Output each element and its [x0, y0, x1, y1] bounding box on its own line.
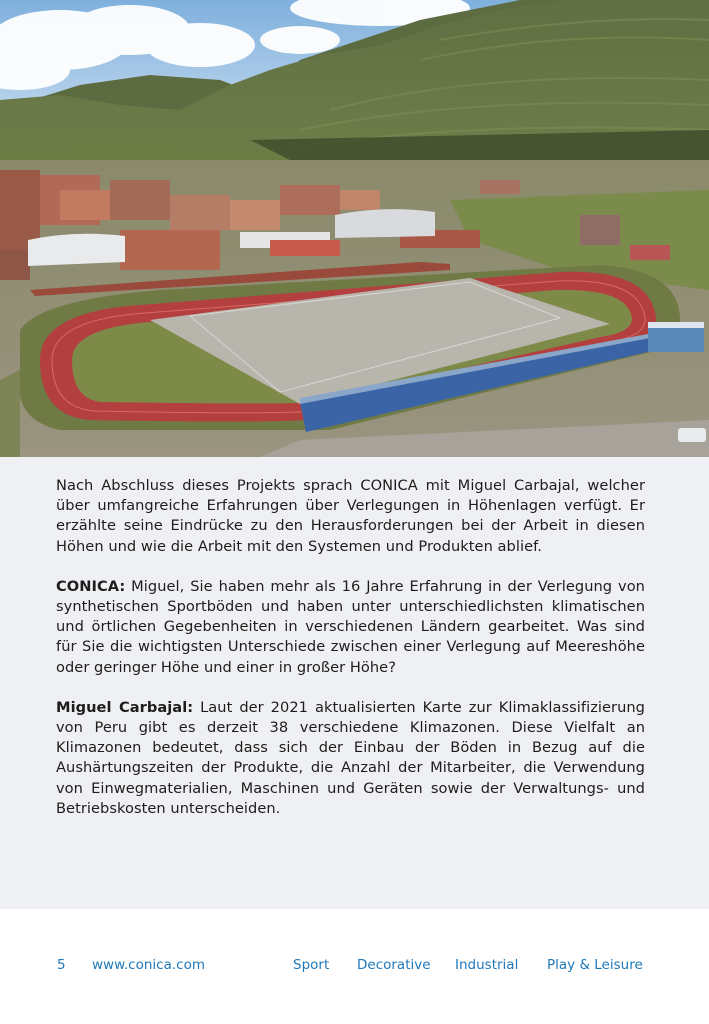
question-paragraph [56, 577, 645, 678]
answer-paragraph [56, 698, 645, 819]
stand-building-roof [648, 322, 704, 328]
page-number: 5 [57, 957, 66, 973]
article-body [56, 476, 645, 839]
answer-text: Laut der 2021 aktualisierten Karte zur Klimaklassifizierung von Peru gibt es derzeit 38 verschiedene Klimazonen. Diese Vielfalt an Klimazonen bedeutet, dass sich der Einbau der Böden in Bezug auf die Aushärtungszeiten der Produkte, die Anzahl der Mitarbeiter, die Verwendung von Einwegmaterialien, Maschinen und Geräten sowie der Verwaltungs- und Betriebskosten unterscheiden. [56, 698, 645, 817]
question-speaker: CONICA: [56, 577, 126, 595]
article-panel [0, 457, 709, 909]
stadium-photo [0, 0, 709, 457]
answer-speaker: Miguel Carbajal: [56, 698, 194, 716]
question-text: Miguel, Sie haben mehr als 16 Jahre Erfahrung in der Verlegung von synthetischen Sportböden und haben unter unterschiedlichsten klimatischen und örtlichen Gegebenheiten in verschiedenen Ländern gearbeitet. Was sind für Sie die wichtigsten Unterschiede zwischen einer Verlegung auf Meereshöhe oder geringer Höhe und einer in großer Höhe? [56, 577, 645, 676]
page-footer [0, 909, 709, 1024]
intro-paragraph: Nach Abschluss dieses Projekts sprach CONICA mit Miguel Carbajal, welcher über umfangreiche Erfahrungen über Verlegungen in Höhenlagen verfügt. Er erzählte seine Eindrücke zu den Herausforderungen bei der Arbeit in diesen Höhen und wie die Arbeit mit den Systemen und Produkten ablief. [56, 477, 645, 555]
nav-industrial[interactable]: Industrial [455, 957, 519, 973]
stadium-illustration [0, 0, 709, 457]
nav-decorative[interactable]: Decorative [357, 957, 431, 973]
left-grass [0, 370, 20, 457]
parked-van [678, 428, 706, 442]
nav-play-leisure[interactable]: Play & Leisure [547, 957, 643, 973]
website-link[interactable]: www.conica.com [92, 957, 205, 973]
nav-sport[interactable]: Sport [293, 957, 330, 973]
